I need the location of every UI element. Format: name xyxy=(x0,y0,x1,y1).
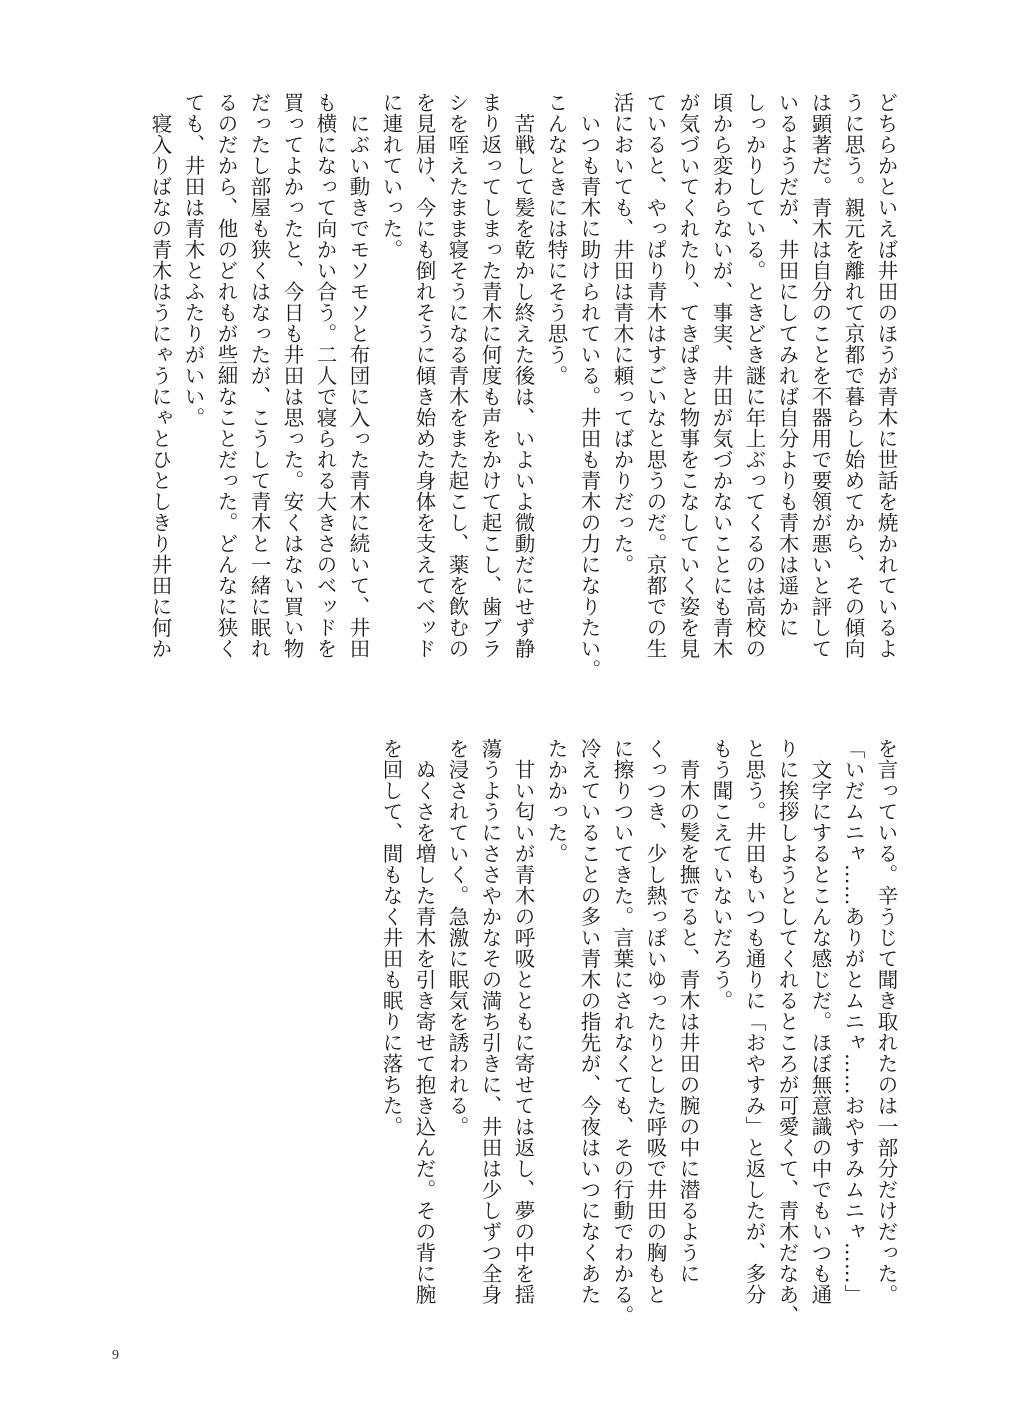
text-line: りに挨拶しようとしてくれるところが可愛くて、青木だなあ、 xyxy=(775,738,799,1326)
text-line: 冷えていることの多い青木の指先が、今夜はいつになくあた xyxy=(577,738,601,1305)
text-line: ても、井田は青木とふたりがいい。 xyxy=(181,92,205,428)
text-line: もう聞こえていないだろう。 xyxy=(709,738,733,1011)
text-line: だったし部屋も狭くはなったが、こうして青木と一緒に眠れ xyxy=(247,92,271,659)
text-line: 「いだムニャ……ありがとムニャ……おやすみムニャ……」 xyxy=(841,738,865,1305)
text-line: どちらかといえば井田のほうが青木に世話を焼かれているよ xyxy=(874,92,898,659)
text-line: 買ってよかったと、今日も井田は思った。安くはない買い物 xyxy=(280,92,304,659)
text-line: も横になって向かい合う。二人で寝られる大きさのベッドを xyxy=(313,92,337,659)
text-line: 甘い匂いが青木の呼吸とともに寄せては返し、夢の中を揺 xyxy=(511,738,535,1305)
upper-text-block xyxy=(143,92,902,712)
text-line: にぶい動きでモソモソと布団に入った青木に続いて、井田 xyxy=(346,92,370,659)
text-line: るのだから、他のどれもが些細なことだった。どんなに狭く xyxy=(214,92,238,659)
text-line: シを咥えたまま寝そうになる青木をまた起こし、薬を飲むの xyxy=(445,92,469,659)
text-line: を浸されていく。急激に眠気を誘われる。 xyxy=(445,738,469,1137)
lower-text-block xyxy=(374,738,902,1338)
text-line: いつも青木に助けられている。井田も青木の力になりたい。 xyxy=(577,92,601,680)
text-line: こんなときには特にそう思う。 xyxy=(544,92,568,386)
text-line: 青木の髪を撫でると、青木は井田の腕の中に潜るように xyxy=(676,738,700,1284)
text-line: まり返ってしまった青木に何度も声をかけて起こし、歯ブラ xyxy=(478,92,502,659)
text-line: と思う。井田もいつも通りに「おやすみ」と返したが、多分 xyxy=(742,738,766,1305)
text-line: 寝入りばなの青木はうにゃうにゃとひとしきり井田に何か xyxy=(148,92,172,659)
text-line: ぬくさを増した青木を引き寄せて抱き込んだ。その背に腕 xyxy=(412,738,436,1305)
text-line: を回して、間もなく井田も眠りに落ちた。 xyxy=(379,738,403,1137)
text-line: うに思う。親元を離れて京都で暮らし始めてから、その傾向 xyxy=(841,92,865,659)
text-line: を言っている。辛うじて聞き取れたのは一部分だけだった。 xyxy=(874,738,898,1305)
text-line: が気づいてくれたり、てきぱきと物事をこなしていく姿を見 xyxy=(676,92,700,659)
page-number: 9 xyxy=(112,1348,119,1363)
text-line: くっつき、少し熱っぽいゆったりとした呼吸で井田の胸もと xyxy=(643,738,667,1305)
text-line: しっかりしている。ときどき謎に年上ぶってくるのは高校の xyxy=(742,92,766,659)
text-line: いるようだが、井田にしてみれば自分よりも青木は遥かに xyxy=(775,92,799,638)
text-line: を見届け、今にも倒れそうに傾き始めた身体を支えてベッド xyxy=(412,92,436,659)
text-line: に連れていった。 xyxy=(379,92,403,260)
text-line: は顕著だ。青木は自分のことを不器用で要領が悪いと評して xyxy=(808,92,832,659)
text-line: たかかった。 xyxy=(544,738,568,864)
text-line: 文字にするとこんな感じだ。ほぼ無意識の中でもいつも通 xyxy=(808,738,832,1305)
text-line: 活においても、井田は青木に頼ってばかりだった。 xyxy=(610,92,634,575)
text-line: 蕩うようにささやかなその満ち引きに、井田は少しずつ全身 xyxy=(478,738,502,1305)
text-line: に擦りついてきた。言葉にされなくても、その行動でわかる。 xyxy=(610,738,634,1326)
text-line: 頃から変わらないが、事実、井田が気づかないことにも青木 xyxy=(709,92,733,659)
text-line: ていると、やっぱり青木はすごいなと思うのだ。京都での生 xyxy=(643,92,667,659)
text-line: 苦戦して髪を乾かし終えた後は、いよいよ微動だにせず静 xyxy=(511,92,535,659)
